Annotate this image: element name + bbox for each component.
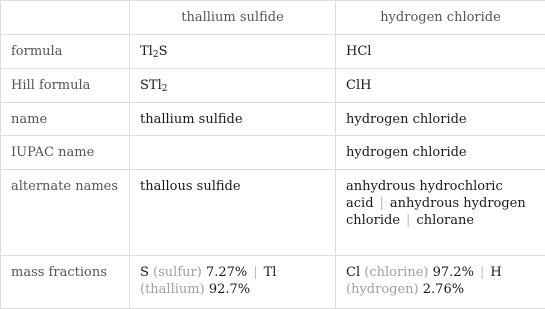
- hill-base: STl: [140, 78, 162, 93]
- alternate-names-thallium-sulfide: thallous sulfide: [130, 170, 336, 256]
- row-label-name: name: [1, 103, 130, 136]
- row-mass-fractions: [1, 256, 545, 309]
- iupac-thallium-sulfide: [130, 136, 336, 170]
- element-symbol: Cl: [346, 265, 361, 280]
- header-empty-cell: [1, 1, 130, 35]
- mass-fraction-value: 97.2%: [432, 265, 474, 280]
- row-label-formula: formula: [1, 35, 130, 69]
- hill-subscript: 2: [161, 84, 168, 94]
- row-hill-formula: [1, 69, 545, 103]
- formula-subscript: 2: [152, 50, 159, 60]
- element-name: (thallium): [140, 282, 205, 297]
- element-symbol: H: [490, 265, 502, 280]
- hill-formula-thallium-sulfide: [130, 69, 336, 103]
- mass-fraction-value: 7.27%: [205, 265, 248, 280]
- formula-tail: S: [158, 44, 168, 59]
- name-thallium-sulfide: thallium sulfide: [130, 103, 336, 136]
- iupac-hydrogen-chloride: hydrogen chloride: [336, 136, 545, 170]
- mass-fractions-thallium-sulfide: [130, 256, 336, 309]
- header-row: [1, 1, 545, 35]
- row-name: [1, 103, 545, 136]
- element-name: (hydrogen): [346, 282, 419, 297]
- separator: |: [253, 265, 258, 280]
- separator: |: [379, 196, 384, 211]
- row-formula: [1, 35, 545, 69]
- separator: |: [406, 213, 411, 228]
- column-header-thallium-sulfide: thallium sulfide: [130, 1, 336, 35]
- row-label-alternate-names: alternate names: [1, 170, 130, 256]
- row-iupac-name: [1, 136, 545, 170]
- hill-formula-hydrogen-chloride: ClH: [336, 69, 545, 103]
- mass-fraction-value: 2.76%: [422, 282, 465, 297]
- alt-name: chlorane: [416, 213, 475, 228]
- name-hydrogen-chloride: hydrogen chloride: [336, 103, 545, 136]
- alternate-names-hydrogen-chloride: [336, 170, 545, 256]
- row-alternate-names: [1, 170, 545, 256]
- row-label-hill-formula: Hill formula: [1, 69, 130, 103]
- element-name: (sulfur): [153, 265, 202, 280]
- row-label-iupac-name: IUPAC name: [1, 136, 130, 170]
- formula-hydrogen-chloride: HCl: [336, 35, 545, 69]
- row-label-mass-fractions: mass fractions: [1, 256, 130, 309]
- formula-thallium-sulfide: [130, 35, 336, 69]
- column-header-hydrogen-chloride: hydrogen chloride: [336, 1, 545, 35]
- element-symbol: Tl: [263, 265, 277, 280]
- separator: |: [479, 265, 485, 280]
- formula-base: Tl: [140, 44, 153, 59]
- element-symbol: S: [140, 265, 149, 280]
- mass-fractions-hydrogen-chloride: [336, 256, 545, 309]
- element-name: (chlorine): [364, 265, 429, 280]
- alt-name: anhydrous hydrogen chloride: [346, 196, 526, 228]
- mass-fraction-value: 92.7%: [208, 282, 251, 297]
- alt-name: anhydrous hydrochloric acid: [346, 179, 503, 211]
